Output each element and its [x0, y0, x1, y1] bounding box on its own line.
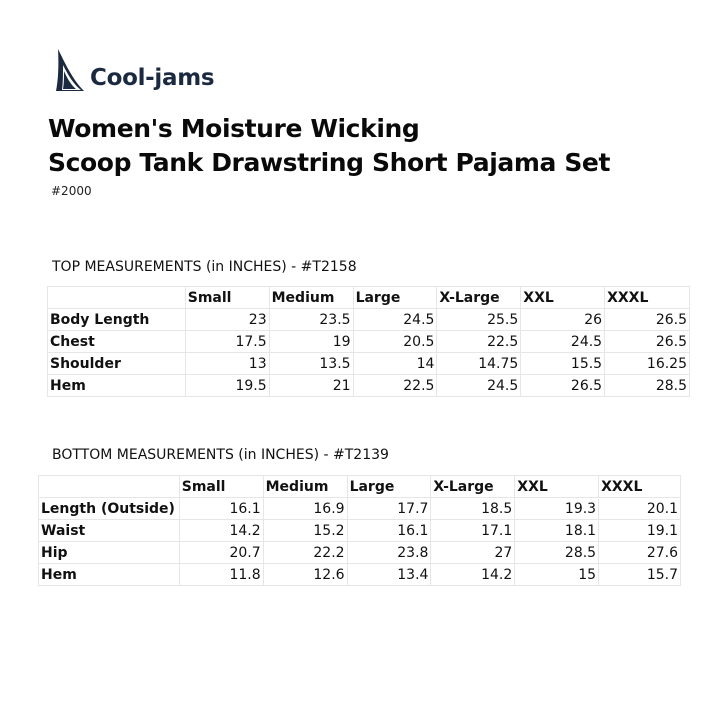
table-row [48, 353, 690, 375]
cell-value: 11.8 [179, 564, 263, 586]
cell-value: 27 [431, 542, 515, 564]
column-header-medium: Medium [263, 476, 347, 498]
cell-value: 26.5 [605, 309, 690, 331]
cell-value: 19.1 [599, 520, 681, 542]
cell-value: 18.1 [515, 520, 599, 542]
column-header-small: Small [179, 476, 263, 498]
column-header-xxxl: XXXL [605, 287, 690, 309]
brand-name: Cool-jams [90, 65, 215, 91]
column-header-x-large: X-Large [437, 287, 521, 309]
cell-value: 17.1 [431, 520, 515, 542]
cell-value: 15.5 [521, 353, 605, 375]
column-header-xxxl: XXXL [599, 476, 681, 498]
column-header-x-large: X-Large [431, 476, 515, 498]
row-label: Length (Outside) [39, 498, 180, 520]
product-title-line-2: Scoop Tank Drawstring Short Pajama Set [48, 148, 611, 177]
row-label: Hip [39, 542, 180, 564]
table-header-row [39, 476, 681, 498]
cell-value: 16.25 [605, 353, 690, 375]
row-label: Shoulder [48, 353, 186, 375]
row-label: Chest [48, 331, 186, 353]
cell-value: 28.5 [605, 375, 690, 397]
column-header-large: Large [353, 287, 437, 309]
cell-value: 24.5 [353, 309, 437, 331]
cell-value: 22.2 [263, 542, 347, 564]
cell-value: 21 [269, 375, 353, 397]
brand-logo [54, 46, 214, 96]
cell-value: 13 [185, 353, 269, 375]
cell-value: 19 [269, 331, 353, 353]
row-label: Waist [39, 520, 180, 542]
cell-value: 23.8 [347, 542, 431, 564]
cell-value: 20.7 [179, 542, 263, 564]
cell-value: 16.9 [263, 498, 347, 520]
cell-value: 22.5 [353, 375, 437, 397]
cell-value: 25.5 [437, 309, 521, 331]
top-measurements-table [47, 286, 690, 397]
table-row [39, 564, 681, 586]
cell-value: 20.1 [599, 498, 681, 520]
product-sku: #2000 [51, 184, 92, 198]
sailboat-icon [54, 47, 90, 95]
column-header [39, 476, 180, 498]
cell-value: 20.5 [353, 331, 437, 353]
cell-value: 27.6 [599, 542, 681, 564]
cell-value: 15 [515, 564, 599, 586]
cell-value: 23 [185, 309, 269, 331]
table-row [39, 498, 681, 520]
cell-value: 19.3 [515, 498, 599, 520]
column-header-xxl: XXL [515, 476, 599, 498]
cell-value: 14.75 [437, 353, 521, 375]
table-header-row [48, 287, 690, 309]
cell-value: 18.5 [431, 498, 515, 520]
bottom-measurements-table [38, 475, 681, 586]
row-label: Body Length [48, 309, 186, 331]
cell-value: 13.5 [269, 353, 353, 375]
cell-value: 26.5 [605, 331, 690, 353]
product-title-line-1: Women's Moisture Wicking [48, 114, 420, 143]
cell-value: 26 [521, 309, 605, 331]
row-label: Hem [39, 564, 180, 586]
cell-value: 16.1 [347, 520, 431, 542]
cell-value: 16.1 [179, 498, 263, 520]
cell-value: 15.7 [599, 564, 681, 586]
top-measurements-heading: TOP MEASUREMENTS (in INCHES) - #T2158 [52, 259, 357, 275]
cell-value: 14.2 [431, 564, 515, 586]
row-label: Hem [48, 375, 186, 397]
column-header-small: Small [185, 287, 269, 309]
bottom-measurements-heading: BOTTOM MEASUREMENTS (in INCHES) - #T2139 [52, 447, 389, 463]
cell-value: 22.5 [437, 331, 521, 353]
cell-value: 19.5 [185, 375, 269, 397]
cell-value: 23.5 [269, 309, 353, 331]
cell-value: 15.2 [263, 520, 347, 542]
cell-value: 14.2 [179, 520, 263, 542]
table-row [48, 309, 690, 331]
table-row [39, 542, 681, 564]
column-header-large: Large [347, 476, 431, 498]
cell-value: 13.4 [347, 564, 431, 586]
cell-value: 17.5 [185, 331, 269, 353]
cell-value: 17.7 [347, 498, 431, 520]
cell-value: 24.5 [437, 375, 521, 397]
table-row [48, 375, 690, 397]
column-header-medium: Medium [269, 287, 353, 309]
product-title [48, 112, 610, 180]
cell-value: 28.5 [515, 542, 599, 564]
column-header-xxl: XXL [521, 287, 605, 309]
column-header [48, 287, 186, 309]
cell-value: 24.5 [521, 331, 605, 353]
table-row [48, 331, 690, 353]
cell-value: 14 [353, 353, 437, 375]
cell-value: 26.5 [521, 375, 605, 397]
table-row [39, 520, 681, 542]
cell-value: 12.6 [263, 564, 347, 586]
